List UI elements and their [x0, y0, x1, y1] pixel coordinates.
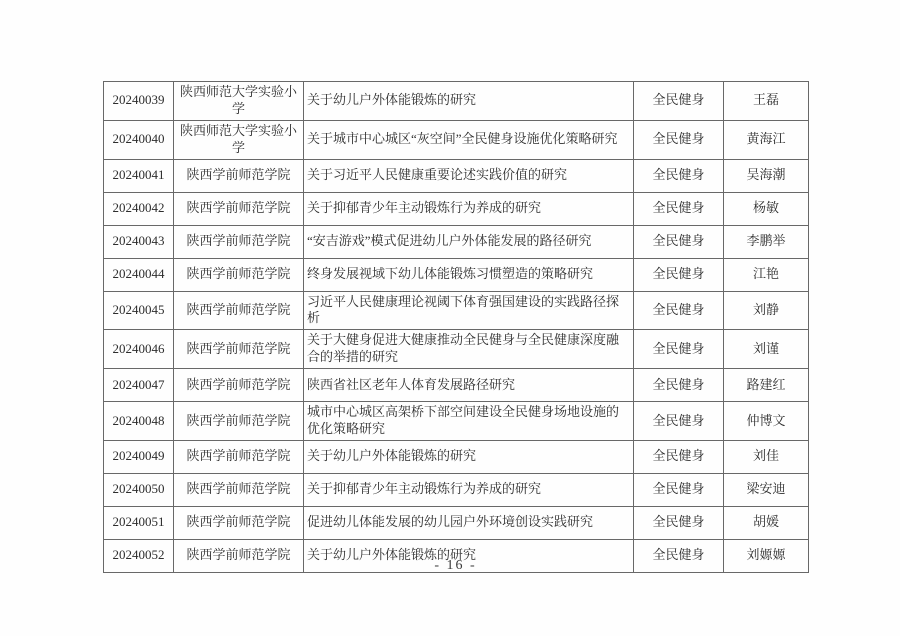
table-row [104, 192, 809, 225]
cell-category: 全民健身 [634, 82, 724, 121]
cell-category: 全民健身 [634, 440, 724, 473]
table-row [104, 330, 809, 369]
cell-institution: 陕西师范大学实验小学 [174, 82, 304, 121]
cell-project-id: 20240048 [104, 402, 174, 441]
cell-project-id: 20240039 [104, 82, 174, 121]
cell-category: 全民健身 [634, 120, 724, 159]
cell-project-id: 20240052 [104, 539, 174, 572]
cell-institution: 陕西学前师范学院 [174, 506, 304, 539]
cell-category: 全民健身 [634, 291, 724, 330]
cell-leader: 王磊 [724, 82, 809, 121]
cell-institution: 陕西学前师范学院 [174, 159, 304, 192]
cell-institution: 陕西学前师范学院 [174, 330, 304, 369]
project-approval-table [103, 81, 809, 573]
cell-category: 全民健身 [634, 473, 724, 506]
cell-institution: 陕西学前师范学院 [174, 402, 304, 441]
table-row [104, 159, 809, 192]
cell-leader: 刘谨 [724, 330, 809, 369]
table-row [104, 473, 809, 506]
cell-category: 全民健身 [634, 225, 724, 258]
cell-leader: 刘静 [724, 291, 809, 330]
cell-title: 关于习近平人民健康重要论述实践价值的研究 [304, 159, 634, 192]
cell-title: 城市中心城区高架桥下部空间建设全民健身场地设施的优化策略研究 [304, 402, 634, 441]
cell-title: 关于幼儿户外体能锻炼的研究 [304, 440, 634, 473]
cell-institution: 陕西学前师范学院 [174, 225, 304, 258]
cell-category: 全民健身 [634, 192, 724, 225]
cell-institution: 陕西学前师范学院 [174, 192, 304, 225]
cell-title: 关于抑郁青少年主动锻炼行为养成的研究 [304, 473, 634, 506]
cell-project-id: 20240041 [104, 159, 174, 192]
cell-institution: 陕西学前师范学院 [174, 440, 304, 473]
cell-title: 关于大健身促进大健康推动全民健身与全民健康深度融合的举措的研究 [304, 330, 634, 369]
cell-category: 全民健身 [634, 369, 724, 402]
table-row [104, 225, 809, 258]
cell-title: 关于幼儿户外体能锻炼的研究 [304, 82, 634, 121]
cell-title: “安吉游戏”模式促进幼儿户外体能发展的路径研究 [304, 225, 634, 258]
cell-category: 全民健身 [634, 506, 724, 539]
cell-institution: 陕西学前师范学院 [174, 291, 304, 330]
cell-title: 习近平人民健康理论视阈下体育强国建设的实践路径探析 [304, 291, 634, 330]
cell-leader: 李鹏举 [724, 225, 809, 258]
table-row [104, 402, 809, 441]
table-row [104, 440, 809, 473]
table-row [104, 82, 809, 121]
cell-project-id: 20240047 [104, 369, 174, 402]
cell-project-id: 20240051 [104, 506, 174, 539]
cell-project-id: 20240043 [104, 225, 174, 258]
cell-project-id: 20240044 [104, 258, 174, 291]
cell-title: 关于抑郁青少年主动锻炼行为养成的研究 [304, 192, 634, 225]
cell-leader: 仲博文 [724, 402, 809, 441]
cell-leader: 路建红 [724, 369, 809, 402]
cell-project-id: 20240049 [104, 440, 174, 473]
cell-title: 促进幼儿体能发展的幼儿园户外环境创设实践研究 [304, 506, 634, 539]
cell-leader: 胡媛 [724, 506, 809, 539]
cell-leader: 江艳 [724, 258, 809, 291]
table-row [104, 258, 809, 291]
cell-leader: 吴海潮 [724, 159, 809, 192]
table-row [104, 369, 809, 402]
cell-title: 终身发展视域下幼儿体能锻炼习惯塑造的策略研究 [304, 258, 634, 291]
cell-leader: 刘佳 [724, 440, 809, 473]
cell-category: 全民健身 [634, 258, 724, 291]
cell-category: 全民健身 [634, 402, 724, 441]
cell-title: 陕西省社区老年人体育发展路径研究 [304, 369, 634, 402]
cell-category: 全民健身 [634, 539, 724, 572]
cell-category: 全民健身 [634, 159, 724, 192]
cell-institution: 陕西学前师范学院 [174, 539, 304, 572]
cell-leader: 杨敏 [724, 192, 809, 225]
cell-leader: 黄海江 [724, 120, 809, 159]
cell-institution: 陕西学前师范学院 [174, 258, 304, 291]
cell-title: 关于幼儿户外体能锻炼的研究 [304, 539, 634, 572]
table-row [104, 291, 809, 330]
cell-project-id: 20240046 [104, 330, 174, 369]
cell-project-id: 20240042 [104, 192, 174, 225]
cell-project-id: 20240040 [104, 120, 174, 159]
cell-category: 全民健身 [634, 330, 724, 369]
table-row [104, 120, 809, 159]
cell-institution: 陕西学前师范学院 [174, 473, 304, 506]
cell-leader: 刘嫄嫄 [724, 539, 809, 572]
table-row [104, 506, 809, 539]
cell-title: 关于城市中心城区“灰空间”全民健身设施优化策略研究 [304, 120, 634, 159]
cell-institution: 陕西学前师范学院 [174, 369, 304, 402]
cell-project-id: 20240050 [104, 473, 174, 506]
cell-institution: 陕西师范大学实验小学 [174, 120, 304, 159]
cell-leader: 梁安迪 [724, 473, 809, 506]
cell-project-id: 20240045 [104, 291, 174, 330]
page-number: - 16 - [434, 558, 477, 573]
